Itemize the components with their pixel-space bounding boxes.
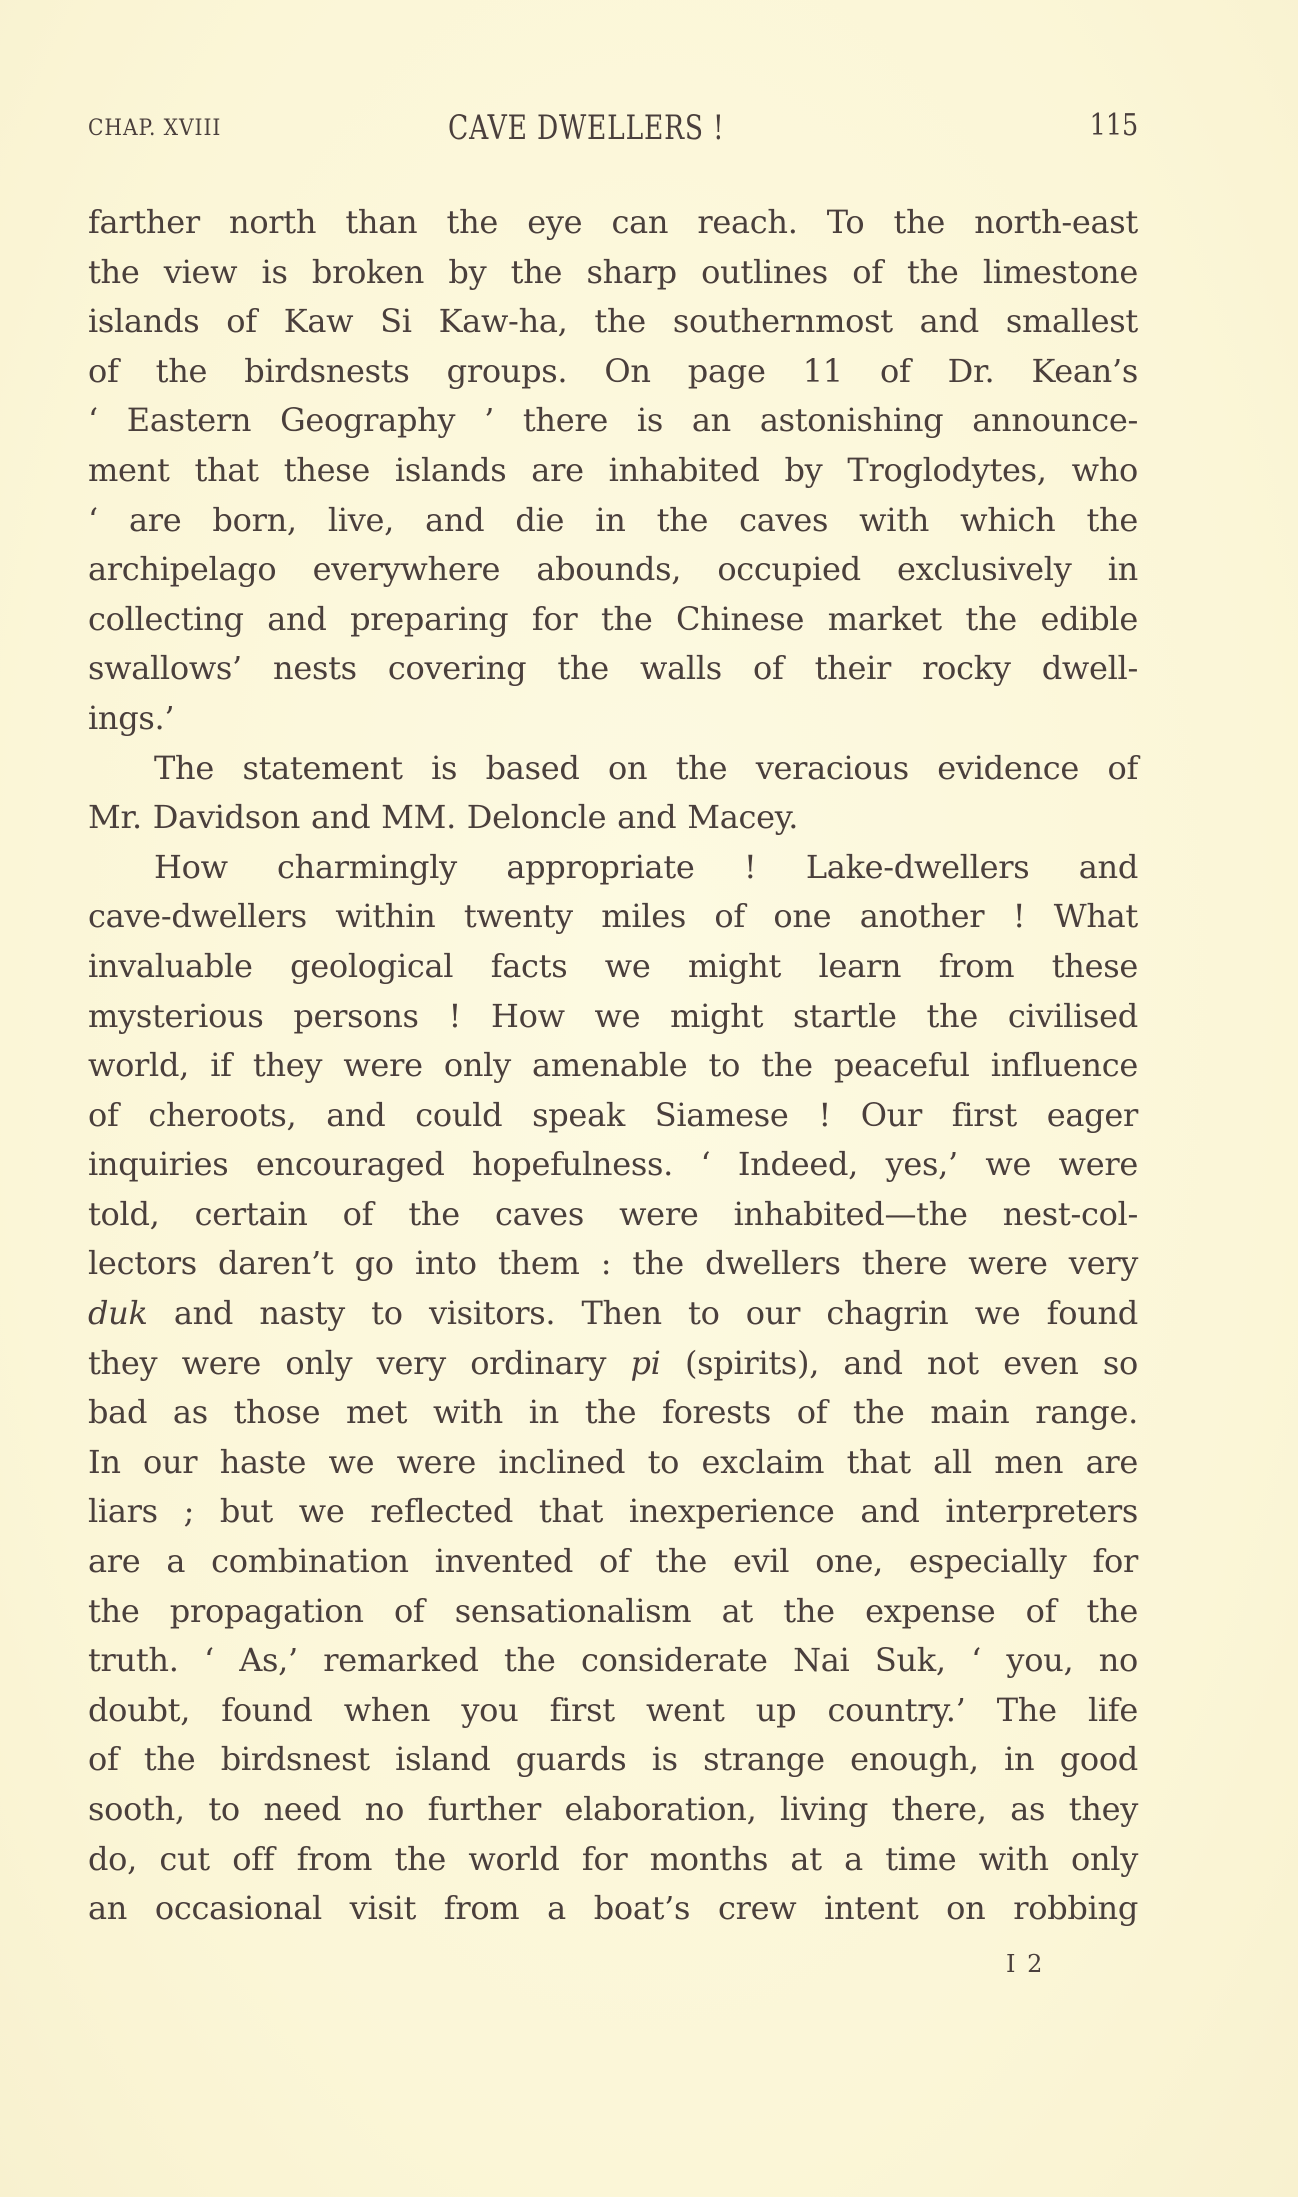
text-line: doubt, found when you first went up country.’ The life bbox=[88, 1690, 1138, 1729]
chapter-title: CAVE DWELLERS ! bbox=[448, 108, 725, 148]
text-line: the view is broken by the sharp outlines of the limestone bbox=[88, 252, 1138, 291]
text-line: of cheroots, and could speak Siamese ! Our first eager bbox=[88, 1095, 1138, 1134]
text-line: told, certain of the caves were inhabited—the nest-col- bbox=[88, 1194, 1138, 1233]
text-line: cave-dwellers within twenty miles of one another ! What bbox=[88, 897, 1138, 936]
text-line: bad as those met with in the forests of the main range. bbox=[88, 1393, 1138, 1432]
italic-word: duk bbox=[88, 1294, 148, 1333]
text-line: liars ; but we reflected that inexperience and interpreters bbox=[88, 1492, 1138, 1531]
text-line: invaluable geological facts we might learn from these bbox=[88, 946, 1138, 985]
text-line: sooth, to need no further elaboration, living there, as they bbox=[88, 1790, 1138, 1828]
running-head bbox=[88, 108, 1138, 148]
text-line: farther north than the eye can reach. To the north-east bbox=[88, 203, 1138, 241]
text-line: swallows’ nests covering the walls of their rocky dwell- bbox=[88, 649, 1138, 688]
text-line: are a combination invented of the evil one, especially for bbox=[88, 1542, 1138, 1581]
text-line: lectors daren’t go into them : the dwellers there were very bbox=[88, 1244, 1138, 1283]
text-line: ‘ Eastern Geography ’ there is an astonishing announce- bbox=[88, 401, 1138, 440]
text-line: the propagation of sensationalism at the expense of the bbox=[88, 1591, 1138, 1630]
text-line: ings.’ bbox=[88, 698, 175, 737]
text-line: do, cut off from the world for months at a time with only bbox=[88, 1839, 1138, 1878]
text-line: duk and nasty to visitors. Then to our chagrin we found bbox=[88, 1294, 1138, 1333]
text-line: archipelago everywhere abounds, occupied exclusively in bbox=[88, 550, 1138, 589]
text-line: mysterious persons ! How we might startle the civilised bbox=[88, 996, 1138, 1035]
text-line: truth. ‘ As,’ remarked the considerate Nai Suk, ‘ you, no bbox=[88, 1641, 1138, 1680]
text-line: inquiries encouraged hopefulness. ‘ Indeed, yes,’ we were bbox=[88, 1145, 1138, 1184]
text-line: In our haste we were inclined to exclaim that all men are bbox=[88, 1442, 1138, 1481]
text-line: ‘ are born, live, and die in the caves with which the bbox=[88, 500, 1138, 539]
italic-word: pi bbox=[630, 1343, 661, 1382]
signature-mark: I 2 bbox=[1006, 1950, 1045, 1978]
page-number: 115 bbox=[1089, 108, 1138, 143]
text-line: of the birdsnests groups. On page 11 of Dr. Kean’s bbox=[88, 351, 1138, 390]
text-line: an occasional visit from a boat’s crew intent on robbing bbox=[88, 1889, 1138, 1928]
text-line: Mr. Davidson and MM. Deloncle and Macey. bbox=[88, 798, 799, 837]
text-line: world, if they were only amenable to the peaceful influence bbox=[88, 1046, 1138, 1085]
text-line: they were only very ordinary pi (spirits), and not even so bbox=[88, 1343, 1138, 1382]
chapter-label: CHAP. XVIII bbox=[88, 116, 222, 141]
text-line: islands of Kaw Si Kaw-ha, the southernmost and smallest bbox=[88, 302, 1138, 341]
text-line: ment that these islands are inhabited by Troglodytes, who bbox=[88, 450, 1138, 489]
text-line: collecting and preparing for the Chinese market the edible bbox=[88, 599, 1138, 638]
text-line: of the birdsnest island guards is strange enough, in good bbox=[88, 1740, 1138, 1779]
body-text bbox=[88, 198, 1138, 1934]
text-line: How charmingly appropriate ! Lake-dwellers and bbox=[154, 847, 1138, 886]
text-line: The statement is based on the veracious evidence of bbox=[154, 748, 1138, 787]
